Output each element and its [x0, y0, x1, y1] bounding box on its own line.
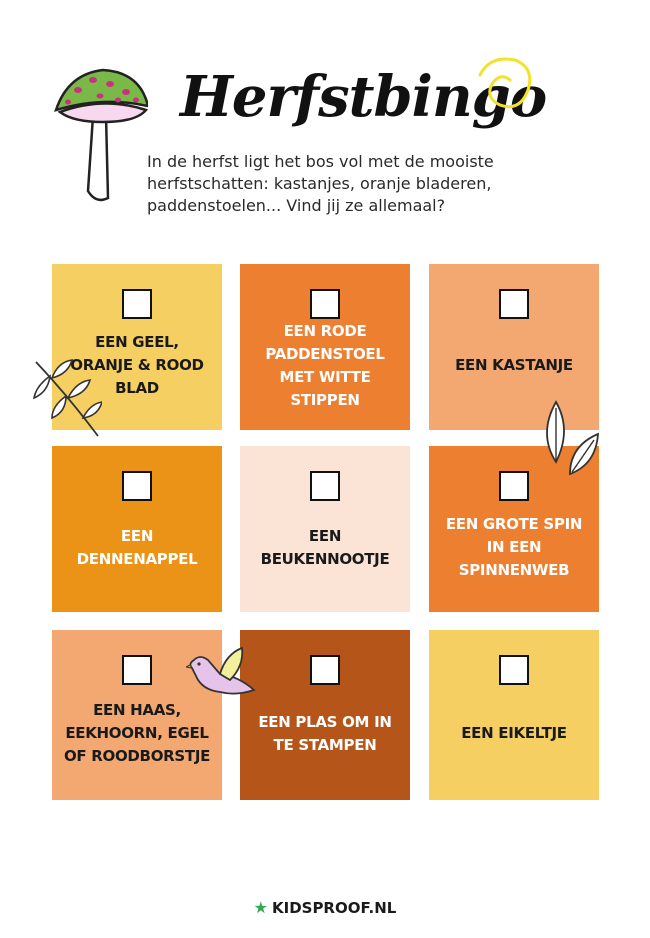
checkbox[interactable]: [310, 655, 340, 685]
intro-text: In de herfst ligt het bos vol met de mooiste herfstschatten: kastanjes, oranje bladeren, paddenstoelen... Vind jij ze allemaal?: [147, 152, 494, 215]
bingo-card-9[interactable]: [429, 630, 599, 800]
card-label: EEN EIKELTJE: [461, 724, 567, 742]
leaves-icon: [536, 400, 604, 480]
card-label: EEN GEEL, ORANJE & ROOD BLAD: [70, 333, 204, 397]
card-label: EEN KASTANJE: [455, 356, 573, 374]
card-label: EEN RODE PADDENSTOEL MET WITTE STIPPEN: [265, 321, 385, 409]
bingo-card-5[interactable]: [240, 446, 410, 612]
mushroom-illustration: [48, 66, 148, 206]
checkbox[interactable]: [499, 471, 529, 501]
leaf-branch-icon: [28, 356, 102, 440]
checkbox[interactable]: [122, 289, 152, 319]
card-label: EEN GROTE SPIN IN EEN SPINNENWEB: [445, 515, 583, 579]
card-label: EEN DENNENAPPEL: [76, 526, 198, 568]
bingo-card-8[interactable]: [240, 630, 410, 800]
bingo-card-2[interactable]: [240, 264, 410, 430]
checkbox[interactable]: [310, 289, 340, 319]
footer-text: KIDSPROOF.NL: [271, 899, 397, 917]
checkbox[interactable]: [499, 655, 529, 685]
card-label: EEN PLAS OM IN TE STAMPEN: [258, 712, 392, 754]
card-label: EEN BEUKENNOOTJE: [260, 526, 390, 568]
checkbox[interactable]: [122, 655, 152, 685]
bird-icon: [186, 646, 258, 706]
checkbox[interactable]: [122, 471, 152, 501]
swirl-decoration: [470, 50, 540, 120]
checkbox[interactable]: [310, 471, 340, 501]
footer-brand[interactable]: [0, 898, 650, 917]
card-label: EEN HAAS, EEKHOORN, EGEL OF ROODBORSTJE: [63, 701, 211, 765]
page-title: Herfstbingo: [180, 64, 547, 130]
bingo-card-4[interactable]: [52, 446, 222, 612]
checkbox[interactable]: [499, 289, 529, 319]
star-icon: ★: [253, 898, 268, 917]
